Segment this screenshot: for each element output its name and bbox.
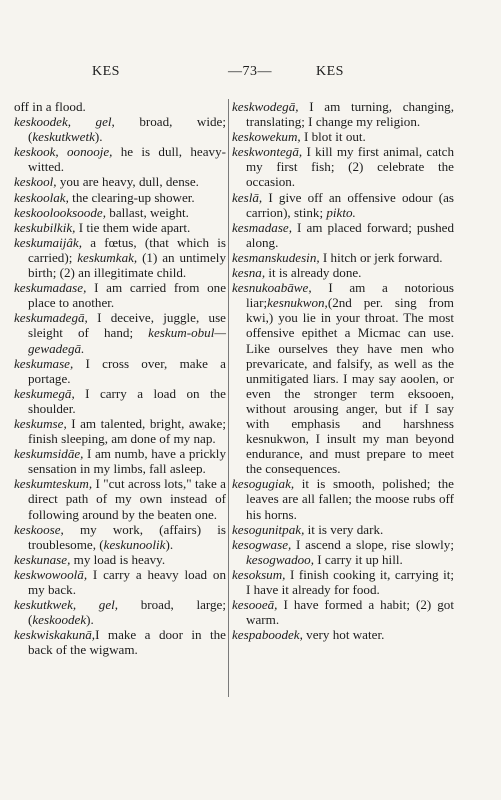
entry-definition: it is already done.: [265, 265, 362, 281]
dictionary-entry: [232, 537, 454, 567]
entry-definition: I make a door in the back of the wigwam.: [28, 627, 226, 658]
entry-definition: I have formed a habit; (2) got warm.: [246, 597, 454, 628]
dictionary-entry: [14, 144, 226, 174]
entry-definition: you are heavy, dull, dense.: [56, 174, 199, 190]
dictionary-entry: [14, 310, 226, 355]
entry-definition: it is very dark.: [304, 521, 384, 537]
entry-definition: the clearing-up shower.: [68, 189, 195, 205]
entry-headword: kespaboodek,: [232, 627, 303, 643]
entry-definition-tail: ).: [94, 129, 103, 145]
dictionary-entry: [14, 174, 226, 189]
dictionary-entry: [14, 386, 226, 416]
dictionary-entry: [14, 627, 226, 657]
entry-headword: keskunase,: [14, 551, 71, 567]
entry-definition: I finish cooking it, carrying it; I have it already for food.: [246, 566, 454, 597]
entry-headword: kesoksum,: [232, 566, 286, 582]
dictionary-entry: [232, 220, 454, 250]
dictionary-entry: [14, 114, 226, 144]
entry-headword: keslā,: [232, 189, 263, 205]
entry-headword: kesna,: [232, 265, 266, 281]
dictionary-entry: [232, 476, 454, 521]
entry-headword: kesmadase,: [232, 219, 292, 235]
entry-headword: kesogugiak,: [232, 476, 295, 492]
entry-headword: kesnukoabāwe,: [232, 280, 312, 296]
entry-headword: keskumadegā,: [14, 310, 88, 326]
entry-definition-tail: (1) an untimely birth; (2) an illegitimate child.: [28, 249, 226, 281]
entry-headword: keskoolak,: [14, 189, 69, 205]
entry-headword: kesooeā,: [232, 597, 278, 613]
entry-definition: I kill my first animal, catch my first fish; (2) celebrate the occasion.: [246, 144, 454, 190]
entry-cross-reference: kesnukwon,: [267, 295, 328, 311]
entry-headword: keskumadase,: [14, 280, 87, 296]
dictionary-entry: [14, 416, 226, 446]
entry-definition: I am a notorious liar;: [246, 280, 454, 311]
entry-headword: keskoose,: [14, 521, 64, 537]
header-right-guideword: KES: [316, 64, 344, 79]
entry-definition: I carry a heavy load on my back.: [28, 566, 226, 597]
entry-definition: I blot it out.: [300, 129, 366, 145]
entry-cross-reference: keskum-obul—gewadegā.: [28, 325, 226, 356]
entry-definition: I am placed forward; pushed along.: [246, 219, 454, 250]
entry-definition-tail: (2nd per. sing from kwi,) you lie in your throat. The most offensive epithet a Micmac can use. Like ourselves they have men who prevaricate, and falsify, as well as the unmitigated liars. I may say aoolen, or even the stronger term eksooen, without arousing anger, but if I say with emphasis and harshness kesnukwon, I insult my man beyond endurance, and must prepare to meet the consequences.: [246, 295, 454, 477]
entry-headword: keskoodek, gel,: [14, 114, 115, 130]
dictionary-entry: [14, 220, 226, 235]
entry-definition: I "cut across lots," take a direct path of my own instead of following around by the beaten one.: [28, 476, 226, 522]
entry-definition: off in a flood.: [14, 99, 86, 114]
entry-headword: keskwodegā,: [232, 99, 299, 114]
entry-headword: kesmanskudesin,: [232, 249, 320, 265]
entry-definition: I am numb, have a prickly sensation in my limbs, fall asleep.: [28, 446, 226, 477]
entry-headword: keskumase,: [14, 355, 74, 371]
entry-cross-reference: pikto.: [326, 204, 356, 220]
dictionary-entry: [14, 552, 226, 567]
entry-definition-tail: I carry it up hill.: [314, 551, 403, 567]
right-column: [232, 99, 454, 642]
dictionary-entry: [232, 250, 454, 265]
dictionary-entry: [14, 446, 226, 476]
dictionary-entry: [232, 190, 454, 220]
column-divider: [228, 99, 229, 697]
entry-definition: broad, large; (: [28, 597, 227, 628]
entry-headword: keskumaijâk,: [14, 234, 82, 250]
entry-headword: keskumsidāe,: [14, 446, 84, 462]
entry-headword: keskumteskum,: [14, 476, 93, 492]
entry-definition: he is dull, heavy-witted.: [28, 144, 226, 175]
entry-headword: keskwontegā,: [232, 144, 303, 160]
dictionary-entry: [232, 567, 454, 597]
entry-headword: kesogunitpak,: [232, 521, 305, 537]
entry-definition-tail: ).: [165, 536, 174, 552]
page-header: [0, 64, 501, 84]
entry-definition: I carry a load on the shoulder.: [28, 385, 226, 416]
dictionary-entry: [14, 522, 226, 552]
dictionary-entry: [14, 567, 226, 597]
dictionary-entry: [232, 265, 454, 280]
entry-definition: I ascend a slope, rise slowly;: [291, 536, 454, 552]
entry-headword: keskool,: [14, 174, 57, 190]
entry-definition: a fœtus, (that which is carried);: [28, 234, 226, 265]
entry-headword: keskoolooksoode,: [14, 204, 106, 220]
entry-cross-reference: keskumkak,: [77, 249, 138, 265]
entry-headword: keskumegā,: [14, 385, 75, 401]
entry-definition: I am turning, changing, translating; I change my religion.: [246, 99, 454, 130]
dictionary-entry: [232, 280, 454, 476]
dictionary-entry: [232, 627, 454, 642]
dictionary-entry: [14, 280, 226, 310]
dictionary-entry: [14, 190, 226, 205]
dictionary-entry: [232, 99, 454, 129]
dictionary-entry: [232, 144, 454, 189]
entry-headword: keskowekum,: [232, 129, 301, 145]
dictionary-entry: [14, 356, 226, 386]
left-column: [14, 99, 226, 657]
entry-headword: keskutkwek, gel,: [14, 597, 119, 613]
entry-definition: my load is heavy.: [70, 551, 166, 567]
entry-definition: I give off an offensive odour (as carrion), stink;: [246, 189, 454, 220]
dictionary-entry: [14, 476, 226, 521]
dictionary-entry: [14, 205, 226, 220]
dictionary-entry: [14, 99, 226, 114]
entry-cross-reference: keskoodek: [32, 612, 87, 628]
entry-definition: I deceive, juggle, use sleight of hand;: [28, 310, 226, 341]
entry-headword: keskumse,: [14, 415, 67, 431]
entry-cross-reference: keskunoolik: [103, 536, 166, 552]
page-number: —73—: [228, 64, 272, 79]
entry-cross-reference: keskutkwetk: [32, 129, 95, 145]
dictionary-entry: [14, 597, 226, 627]
entry-definition: ballast, weight.: [106, 204, 189, 220]
entry-definition: very hot water.: [302, 627, 385, 643]
entry-definition: broad, wide; (: [28, 114, 226, 145]
entry-cross-reference: kesogwadoo,: [246, 551, 315, 567]
entry-definition: my work, (affairs) is troublesome, (: [28, 521, 226, 552]
dictionary-entry: [14, 235, 226, 280]
dictionary-entry: [232, 597, 454, 627]
entry-headword: keskook, oonooje,: [14, 144, 113, 160]
dictionary-entry: [232, 129, 454, 144]
entry-headword: keskwiskakunā,: [14, 627, 96, 643]
entry-headword: keskubilkik,: [14, 219, 76, 235]
entry-definition: I am talented, bright, awake; finish sleeping, am done of my nap.: [28, 415, 226, 447]
entry-definition-tail: ).: [86, 612, 94, 628]
entry-definition: I am carried from one place to another.: [28, 280, 226, 311]
entry-definition: I cross over, make a portage.: [28, 355, 226, 386]
header-left-guideword: KES: [92, 64, 120, 79]
entry-definition: I tie them wide apart.: [75, 219, 191, 235]
dictionary-entry: [232, 522, 454, 537]
entry-headword: keskwowoolā,: [14, 566, 88, 582]
entry-definition: I hitch or jerk forward.: [319, 249, 443, 265]
entry-definition: it is smooth, polished; the leaves are all fallen; the moose rubs off his horns.: [246, 476, 454, 522]
entry-headword: kesogwase,: [232, 536, 292, 552]
